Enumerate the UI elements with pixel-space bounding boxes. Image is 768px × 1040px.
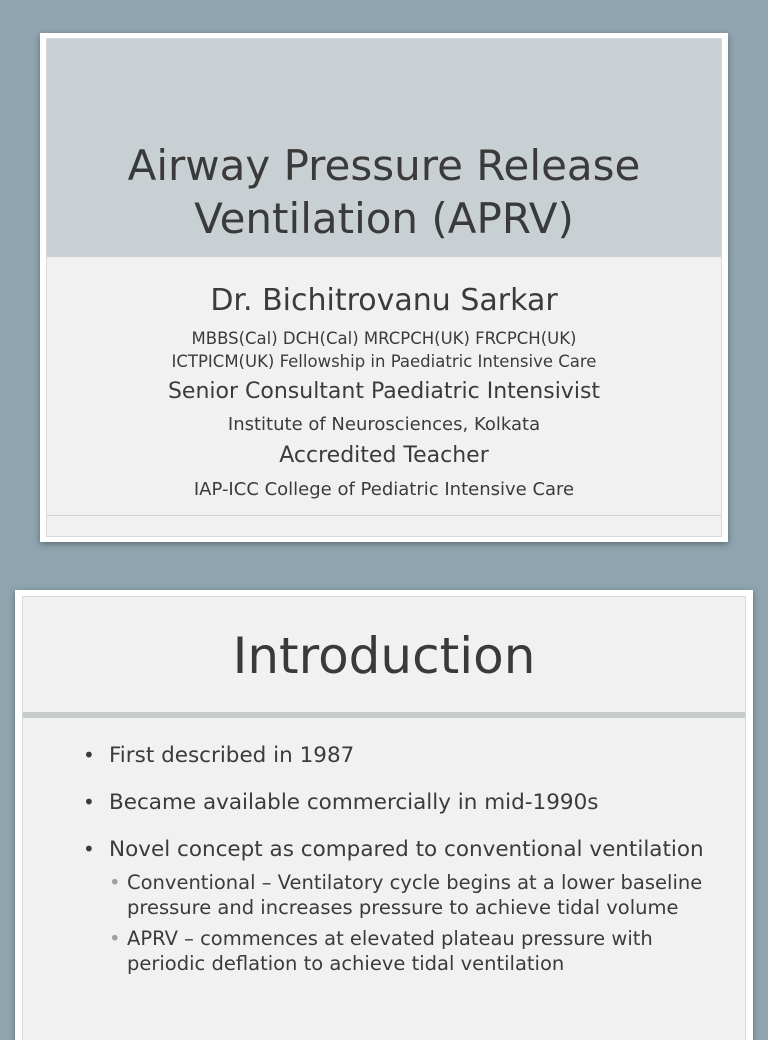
bullet-list [83, 741, 705, 994]
slide-title-line1: Airway Pressure Release [127, 141, 641, 190]
sub-bullet-icon: • [109, 927, 121, 950]
bullet-text: Novel concept as compared to conventional ventilation [109, 837, 704, 862]
author-college: IAP-ICC College of Pediatric Intensive Care [193, 479, 575, 500]
sub-bullet-text: Conventional – Ventilatory cycle begins at a lower baseline pressure and increases pressure to achieve tidal volume [127, 871, 703, 919]
qualifications-line1: MBBS(Cal) DCH(Cal) MRCPCH(UK) FRCPCH(UK) [191, 329, 577, 348]
introduction-slide-body [22, 596, 746, 1040]
slide-title-line2: Ventilation (APRV) [194, 194, 574, 243]
slide-title: Introduction [232, 627, 536, 685]
bullet-item [83, 788, 705, 817]
title-slide-body [46, 38, 722, 537]
qualifications-line2: ICTPICM(UK) Fellowship in Paediatric Intensive Care [171, 352, 597, 371]
introduction-slide [15, 590, 753, 1040]
bullet-icon: • [83, 837, 95, 861]
slide-title [47, 139, 721, 245]
slide-divider [47, 515, 721, 516]
author-name: Dr. Bichitrovanu Sarkar [210, 283, 558, 318]
sub-bullet-list [109, 870, 705, 976]
sub-bullet-item [109, 926, 705, 976]
bullet-icon: • [83, 743, 95, 767]
author-accreditation: Accredited Teacher [279, 443, 489, 468]
sub-bullet-item [109, 870, 705, 920]
author-role: Senior Consultant Paediatric Intensivist [167, 379, 601, 404]
title-slide [40, 33, 728, 542]
bullet-item [83, 835, 705, 976]
bullet-item [83, 741, 705, 770]
sub-bullet-text: APRV – commences at elevated plateau pressure with periodic deflation to achieve tidal ventilation [127, 927, 653, 975]
author-institute: Institute of Neurosciences, Kolkata [227, 414, 541, 435]
bullet-text: Became available commercially in mid-1990s [109, 790, 599, 815]
slide-header [23, 597, 745, 718]
sub-bullet-icon: • [109, 871, 121, 894]
bullet-text: First described in 1987 [109, 743, 355, 768]
bullet-icon: • [83, 790, 95, 814]
